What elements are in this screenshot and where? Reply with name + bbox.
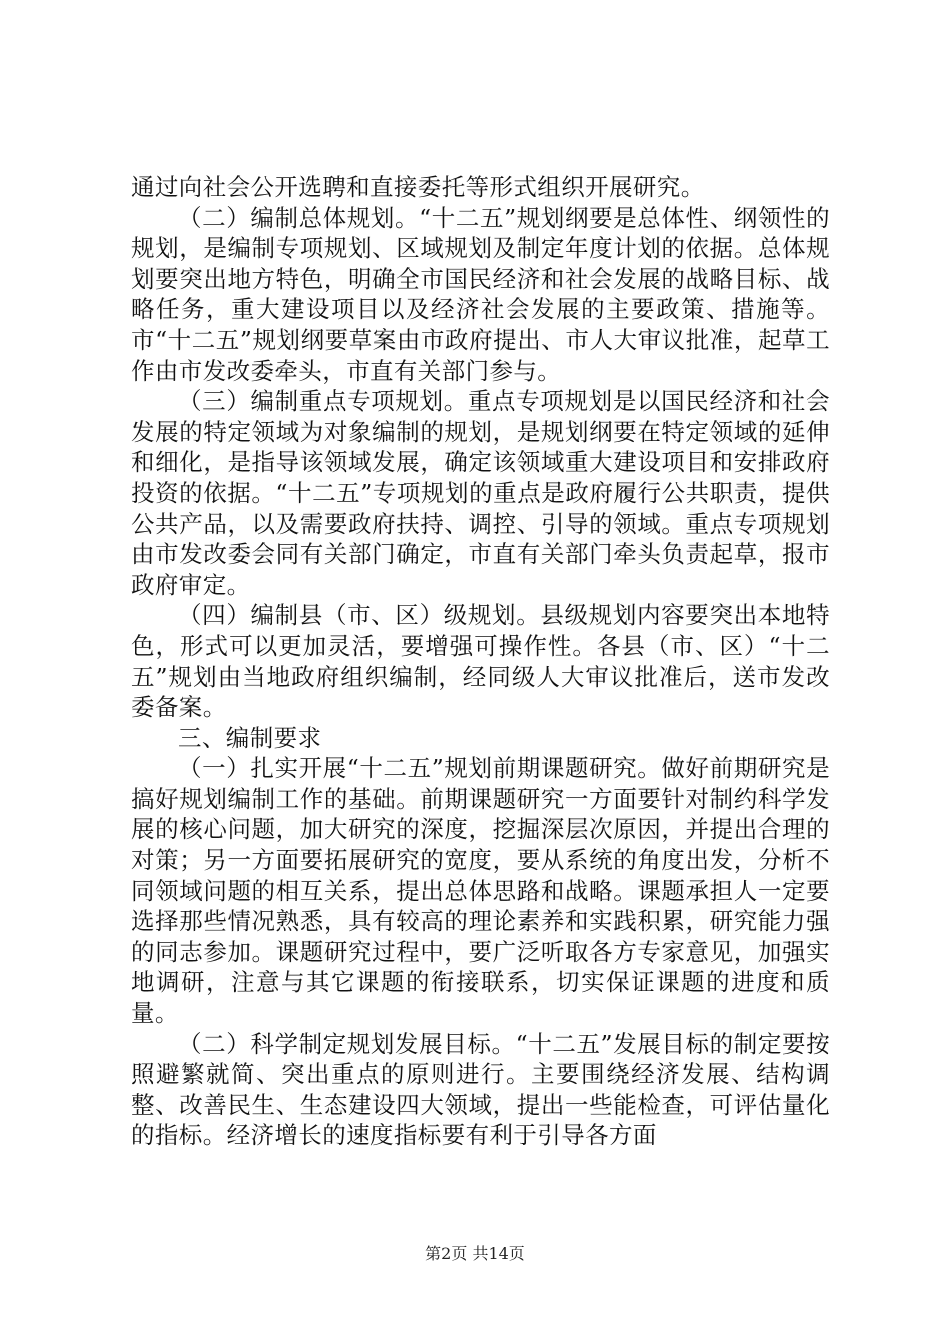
paragraph-development-goals: （二）科学制定规划发展目标。“十二五”发展目标的制定要按照避繁就简、突出重点的原则进行。主要围绕经济发展、结构调整、改善民生、生态建设四大领域，提出一些能检查，可评估量化的指标。经济增长的速度指标要有利于引导各方面 [131, 1029, 830, 1150]
document-body [131, 172, 830, 1151]
paragraph-preliminary-research: （一）扎实开展“十二五”规划前期课题研究。做好前期研究是搞好规划编制工作的基础。前期课题研究一方面要针对制约科学发展的核心问题，加大研究的深度，挖掘深层次原因，并提出合理的对策；另一方面要拓展研究的宽度，要从系统的角度出发，分析不同领域问题的相互关系，提出总体思路和战略。课题承担人一定要选择那些情况熟悉，具有较高的理论素养和实践积累，研究能力强的同志参加。课题研究过程中，要广泛听取各方专家意见，加强实地调研，注意与其它课题的衔接联系，切实保证课题的进度和质量。 [131, 754, 830, 1028]
section-heading-requirements: 三、编制要求 [178, 723, 322, 752]
paragraph-special-plan: （三）编制重点专项规划。重点专项规划是以国民经济和社会发展的特定领域为对象编制的规划，是规划纲要在特定领域的延伸和细化，是指导该领域发展，确定该领域重大建设项目和安排政府投资的依据。“十二五”专项规划的重点是政府履行公共职责，提供公共产品，以及需要政府扶持、调控、引导的领域。重点专项规划由市发改委会同有关部门确定，市直有关部门牵头负责起草，报市政府审定。 [131, 387, 830, 599]
paragraph-overall-plan: （二）编制总体规划。“十二五”规划纲要是总体性、纲领性的规划，是编制专项规划、区域规划及制定年度计划的依据。总体规划要突出地方特色，明确全市国民经济和社会发展的战略目标、战略任务，重大建设项目以及经济社会发展的主要政策、措施等。市“十二五”规划纲要草案由市政府提出、市人大审议批准，起草工作由市发改委牵头，市直有关部门参与。 [131, 203, 830, 385]
paragraph-intro-line: 通过向社会公开选聘和直接委托等形式组织开展研究。 [131, 173, 705, 201]
paragraph-county-plan: （四）编制县（市、区）级规划。县级规划内容要突出本地特色，形式可以更加灵活，要增强可操作性。各县（市、区）“十二五”规划由当地政府组织编制，经同级人大审议批准后，送市发改委备案。 [131, 601, 830, 722]
page-number-footer: 第2页 共14页 [425, 1244, 525, 1263]
